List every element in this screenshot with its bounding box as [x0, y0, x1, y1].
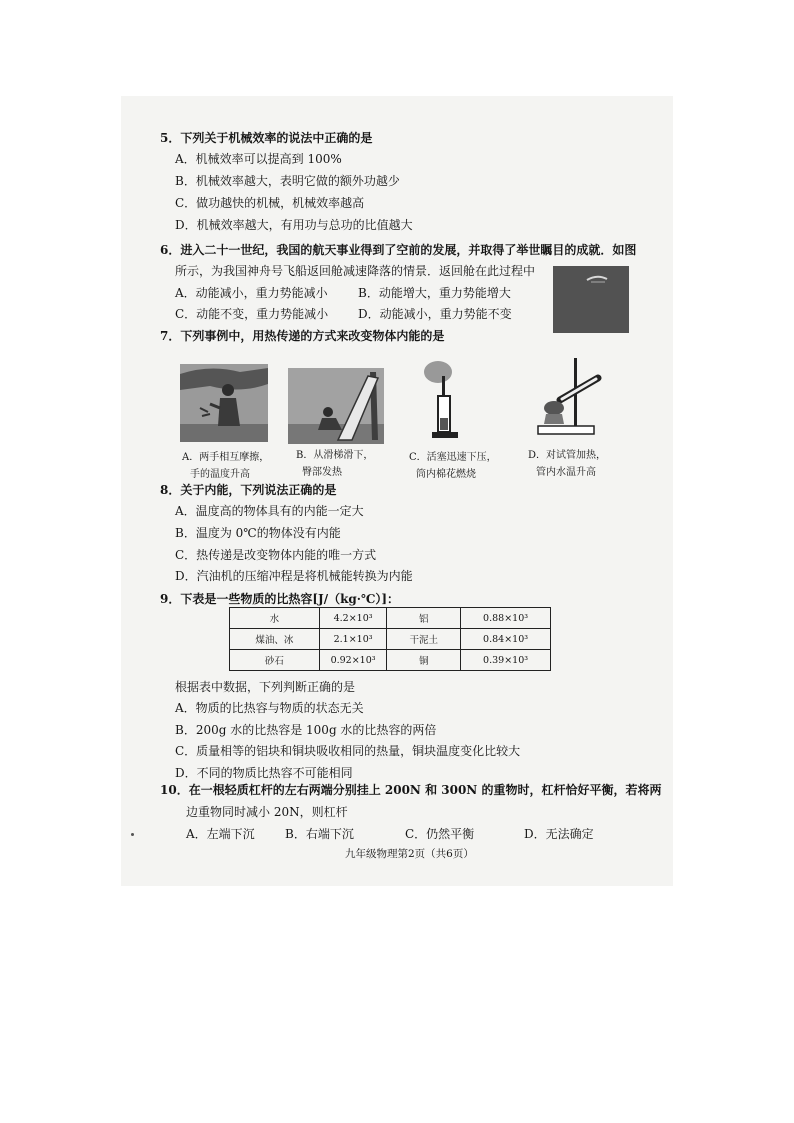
q9-option-a: A．物质的比热容与物质的状态无关	[175, 701, 364, 715]
slide-image	[288, 368, 384, 444]
table-row	[230, 650, 551, 671]
piston-cylinder-image	[422, 358, 466, 440]
q6-option-b: B．动能增大，重力势能增大	[358, 286, 511, 300]
q6-stem-line1: 6．进入二十一世纪，我国的航天事业得到了空前的发展，并取得了举世瞩目的成就．如图	[160, 243, 637, 257]
q6-option-c: C．动能不变，重力势能减小	[175, 307, 329, 321]
rubbing-hands-image	[180, 364, 268, 442]
q7-caption-a-line2: 手的温度升高	[190, 469, 250, 480]
q10-option-c: C．仍然平衡	[405, 827, 475, 841]
table-cell: 4.2×10³	[319, 608, 386, 629]
table-cell: 砂石	[230, 650, 320, 671]
q7-caption-a-line1: A．两手相互摩擦，	[182, 452, 270, 463]
table-cell: 水	[230, 608, 320, 629]
scan-speck	[131, 833, 134, 836]
page-footer: 九年级物理第2页（共6页）	[345, 848, 474, 860]
q9-lead: 根据表中数据，下列判断正确的是	[175, 680, 356, 694]
table-row	[230, 608, 551, 629]
q5-option-b: B．机械效率越大，表明它做的额外功越少	[175, 174, 400, 188]
q10-option-b: B．右端下沉	[285, 827, 354, 841]
capsule-photo	[553, 266, 629, 333]
q8-stem: 8．关于内能，下列说法正确的是	[160, 483, 337, 497]
q8-option-c: C．热传递是改变物体内能的唯一方式	[175, 548, 377, 562]
q6-option-d: D．动能减小，重力势能不变	[358, 307, 512, 321]
q10-stem-line1: 10．在一根轻质杠杆的左右两端分别挂上 200N 和 300N 的重物时，杠杆恰好平衡，若将两	[160, 783, 662, 797]
specific-heat-table	[229, 607, 551, 671]
q9-option-c: C．质量相等的铝块和铜块吸收相同的热量，铜块温度变化比较大	[175, 744, 521, 758]
q8-option-a: A．温度高的物体具有的内能一定大	[175, 504, 364, 518]
table-cell: 2.1×10³	[319, 629, 386, 650]
q5-option-c: C．做功越快的机械，机械效率越高	[175, 196, 365, 210]
q6-stem-line2: 所示，为我国神舟号飞船返回舱减速降落的情景．返回舱在此过程中	[175, 264, 536, 278]
q10-option-a: A．左端下沉	[186, 827, 255, 841]
table-row	[230, 629, 551, 650]
q9-option-b: B．200g 水的比热容是 100g 水的比热容的两倍	[175, 723, 437, 737]
q7-stem: 7．下列事例中，用热传递的方式来改变物体内能的是	[160, 329, 445, 343]
q7-caption-b-line2: 臀部发热	[302, 467, 342, 478]
q7-caption-d-line2: 管内水温升高	[536, 467, 596, 478]
q8-option-b: B．温度为 0℃的物体没有内能	[175, 526, 341, 540]
q5-stem: 5．下列关于机械效率的说法中正确的是	[160, 131, 373, 145]
table-cell: 0.39×10³	[461, 650, 551, 671]
table-cell: 0.92×10³	[319, 650, 386, 671]
q6-option-a: A．动能减小，重力势能减小	[175, 286, 328, 300]
q8-option-d: D．汽油机的压缩冲程是将机械能转换为内能	[175, 569, 413, 583]
q7-caption-c-line2: 筒内棉花燃烧	[416, 469, 476, 480]
table-cell: 铝	[387, 608, 461, 629]
q7-caption-b-line1: B．从滑梯滑下，	[296, 450, 374, 461]
table-cell: 煤油、冰	[230, 629, 320, 650]
q5-option-a: A．机械效率可以提高到 100%	[175, 152, 342, 166]
q10-option-d: D．无法确定	[524, 827, 594, 841]
q5-option-d: D．机械效率越大，有用功与总功的比值越大	[175, 218, 413, 232]
test-tube-heating-image	[534, 356, 606, 438]
q7-caption-c-line1: C．活塞迅速下压，	[409, 452, 497, 463]
q10-stem-line2: 边重物同时减小 20N，则杠杆	[186, 805, 348, 819]
table-cell: 干泥土	[387, 629, 461, 650]
q7-caption-d-line1: D．对试管加热，	[528, 450, 607, 461]
table-cell: 铜	[387, 650, 461, 671]
q9-stem: 9．下表是一些物质的比热容[J/（kg·℃）]：	[160, 592, 400, 606]
q9-option-d: D．不同的物质比热容不可能相同	[175, 766, 353, 780]
table-cell: 0.84×10³	[461, 629, 551, 650]
table-cell: 0.88×10³	[461, 608, 551, 629]
